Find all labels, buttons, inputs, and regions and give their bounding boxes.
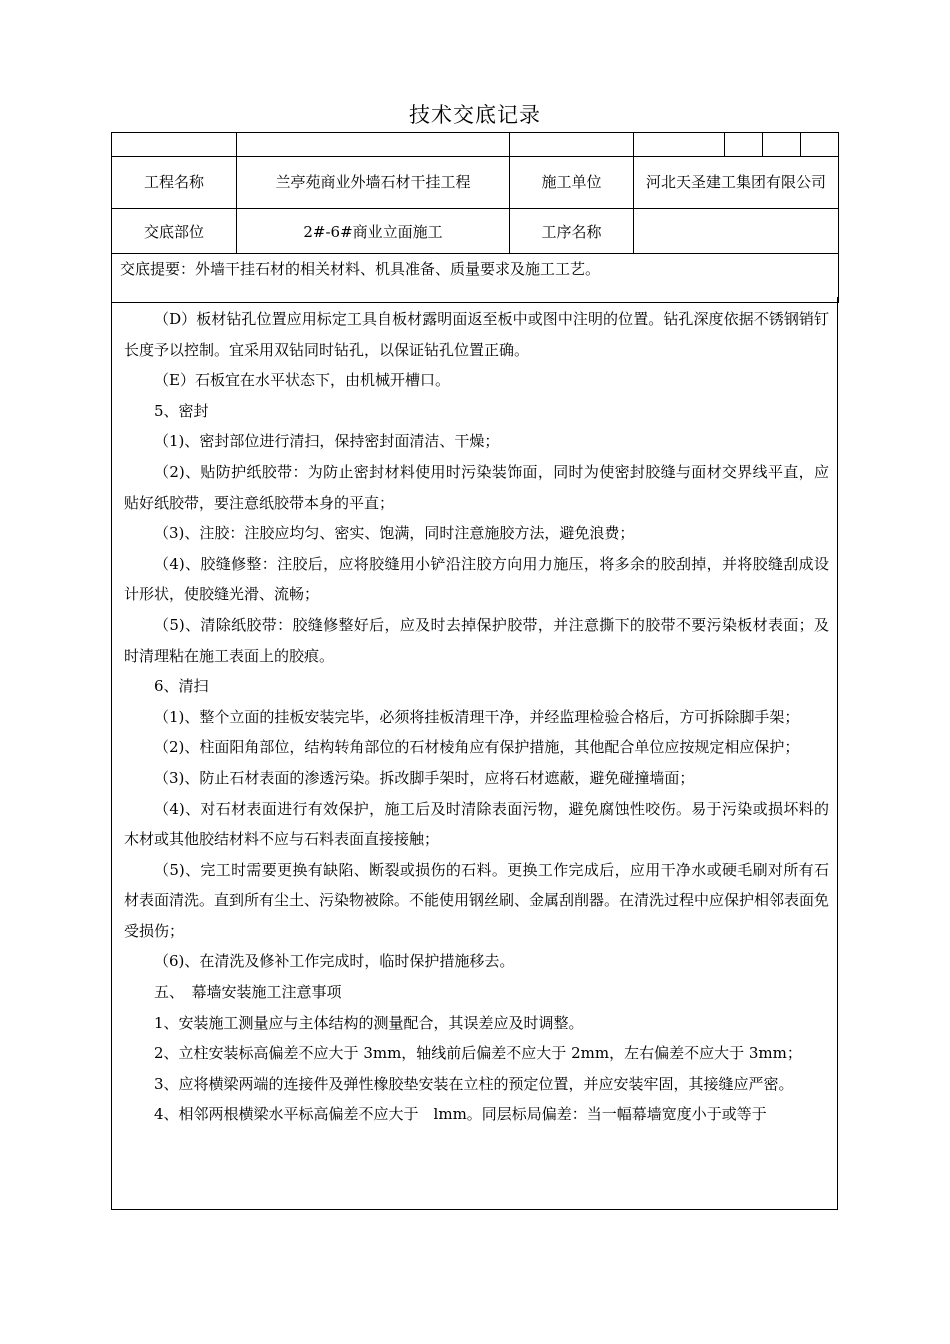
header-blank-row <box>112 133 839 157</box>
summary-text: 交底提要：外墙干挂石材的相关材料、机具准备、质量要求及施工工艺。 <box>112 254 839 303</box>
paragraph: （3)、注胶：注胶应均匀、密实、饱满，同时注意施胶方法，避免浪费； <box>154 524 635 543</box>
content-body <box>111 297 838 1210</box>
page-title: 技术交底记录 <box>409 103 541 127</box>
paragraph: （1)、整个立面的挂板安装完毕，必须将挂板清理干净，并经监理检验合格后，方可拆除脚手架； <box>154 707 800 726</box>
record-number-boxes <box>634 133 838 156</box>
builder-label: 施工单位 <box>510 157 634 209</box>
project-name-value: 兰亭苑商业外墙石材干挂工程 <box>237 157 510 209</box>
paragraph: （4)、胶缝修整：注胶后，应将胶缝用小铲沿注胶方向用力施压，将多余的胶刮掉，并将胶缝刮成设计形状，使胶缝光滑、流畅； <box>124 554 829 604</box>
process-label: 工序名称 <box>510 209 634 254</box>
paragraph: （1)、密封部位进行清扫，保持密封面清洁、干燥； <box>154 432 500 451</box>
part-row <box>112 209 839 254</box>
paragraph: 2、立柱安装标高偏差不应大于 3mm，轴线前后偏差不应大于 2mm，左右偏差不应大于 3mm； <box>154 1044 802 1063</box>
part-value: 2#-6#商业立面施工 <box>237 209 510 254</box>
paragraph: （E）石板宜在水平状态下，由机械开槽口。 <box>154 371 450 390</box>
paragraph: 1、安装施工测量应与主体结构的测量配合，其误差应及时调整。 <box>154 1013 584 1032</box>
paragraph: （5)、完工时需要更换有缺陷、断裂或损伤的石料。更换工作完成后，应用干净水或硬毛刷对所有石材表面清洗。直到所有尘土、污染物被除。不能使用钢丝刷、金属刮削器。在清洗过程中应保护相邻表面免受损伤； <box>124 860 830 940</box>
paragraph: 3、应将横梁两端的连接件及弹性橡胶垫安装在立柱的预定位置，并应安装牢固，其接缝应严密。 <box>154 1074 794 1093</box>
part-label: 交底部位 <box>112 209 237 254</box>
project-name-label: 工程名称 <box>112 157 237 209</box>
project-row <box>112 157 839 209</box>
process-value <box>634 209 839 254</box>
section-heading: 五、 幕墙安装施工注意事项 <box>154 983 342 1002</box>
paragraph: （5)、清除纸胶带：胶缝修整好后，应及时去掉保护胶带，并注意撕下的胶带不要污染板材表面；及时清理粘在施工表面上的胶痕。 <box>124 615 829 665</box>
section-heading: 5、密封 <box>154 401 209 420</box>
paragraph: （6)、在清洗及修补工作完成时，临时保护措施移去。 <box>154 952 515 971</box>
paragraph: （D）板材钻孔位置应用标定工具自板材露明面返至板中或图中注明的位置。钻孔深度依据不锈钢销钉长度予以控制。宜采用双钻同时钻孔，以保证钻孔位置正确。 <box>124 310 829 359</box>
header-table <box>111 132 839 303</box>
summary-row <box>112 254 839 303</box>
paragraph: （2)、贴防护纸胶带：为防止密封材料使用时污染装饰面，同时为使密封胶缝与面材交界线平直，应贴好纸胶带，要注意纸胶带本身的平直； <box>124 462 829 512</box>
paragraph: 4、相邻两根横梁水平标高偏差不应大于 lmm。同层标局偏差：当一幅幕墙宽度小于或等于 <box>154 1105 767 1124</box>
builder-value: 河北天圣建工集团有限公司 <box>634 157 839 209</box>
paragraph: （4)、对石材表面进行有效保护，施工后及时清除表面污物，避免腐蚀性咬伤。易于污染或损坏料的木材或其他胶结材料不应与石料表面直接接触； <box>124 799 829 849</box>
section-heading: 6、清扫 <box>154 677 209 696</box>
paragraph: （3)、防止石材表面的渗透污染。拆改脚手架时，应将石材遮蔽，避免碰撞墙面； <box>154 768 695 787</box>
paragraph: （2)、柱面阳角部位，结构转角部位的石材棱角应有保护措施，其他配合单位应按规定相应保护； <box>154 738 800 757</box>
